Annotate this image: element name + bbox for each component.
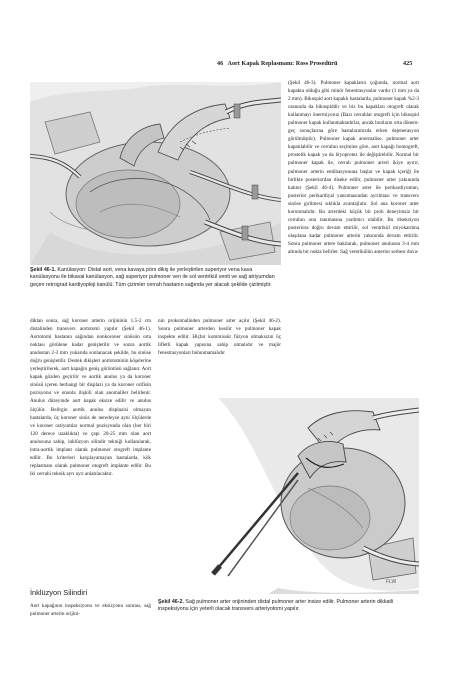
page-number: 425 — [403, 60, 413, 67]
left-column-text: diktan sonra, sağ koroner arterin orijininin 1.5-2 cm distalinden transvers aortotomi yapılır (Şekil 46-1). Aortotomi hastanın sağından nonkoroner sinüsün orta noktası görülene kadar genişletilir ve sonra aortik anulustan 2-3 mm yukarıda sonlanacak şekilde, bu sinüse doğru genişletilir. Destek dikişleri aortotominin köşelerine yerleştirilerek, aort kapağın geniş görüntüsü sağlanır. Aort kapak gözden geçirilir ve aortik anulus ya da koroner sinüsü içeren herhangi bir displazi ya da koroner orifisin pozisyonu ve onunla ilişkili olan anomaliler belirlenir. Anulus düzeyinde aort kapak eksize edilir ve anulus ölçülür. Belirgin aortik anulus displazisi olmayan hastalarda, üç koroner sinüs de neredeyse aynı ölçülerde ve koroner ostiyumlar normal pozisyonda olan (her biri 120 derece uzaklıkta) ve çapı 20-25 mm olan aort anulusuna sahip, inklüzyon silindir tekniği kullanılarak, intra-aortik implant olarak pulmoner otogreft implante edilir. Bu kriterleri karşılayamayan hastalarda, kök replasmanı olarak pulmoner otogreft implante edilir. Bu iki cerrahi teknik ayrı ayrı anlatılacaktır. — [30, 318, 151, 477]
left-column-bottom — [30, 602, 151, 618]
middle-column — [158, 317, 281, 357]
figure-2-caption-text: Sağ pulmoner arter orijininden distal pulmoner arter insize edilir. Pulmoner arterin dikkatli inspeksiyonu için yeterli olacak transvers arteriyotomi yapılır. — [158, 599, 394, 613]
left-column — [30, 317, 151, 478]
chapter-number: 46 — [217, 60, 224, 67]
right-column-text: (Şekil 46-3). Pulmoner kapakların çoğunda, normal aort kapakta olduğu gibi minör fenestrasyonlar vardır (1 mm ya da 2 mm). Bikuspid aort kapaklı hastalarda, pulmoner kapak %2-3 oranında da bikuspiddir ve biz bu kapakları otogreft olarak kullanmayı önermiyoruz (Bazı cerrahlar otogreft için bikuspid pulmoner kapak kullanmaktadırlar, ancak bunların orta dönem-geç sonuçlarına göre hastalarımızda erken dejenerasyon görülmüştür). Pulmoner kapak anormalise, pulmoner arter kapatılabilir ve cerrahın seçimine göre, aort kapağı homogreft, prostetik kapak ya da biyoprotez ile değiştirebilir. Normal bir pulmoner kapak ile, cerrah pulmoner arteri ikiye ayırır, pulmoner arterin entübasyonuna başlar ve kapak içeriği ile birlikte posteriordan diseke edilir, pulmoner arter yakınında kalınır (Şekil 46-4). Pulmoner arter ile perikardiyumun, posterior perikardiyal yansımasından ayrılması ve transvers sinüse girilmesi sıklıkla avantajlıdır. Sol ana koroner arter korunmalıdır. Bu arterdeki küçük bir prob deneyimsiz bir cerrahın onu tanımasına yardımcı olabilir. Bu diseksiyon posteriora doğru devam ettirilir, sol ventrikül miyokardına ulaşılana kadar pulmoner arterin yakınında devam ettirilir. Sonra pulmoner artere bakılarak, pulmoner anulusun 3-4 mm altında bir nokta belirler. Sağ ventrikülün anterior serbest duva- — [288, 80, 419, 255]
figure-1-label: Şekil 46-1. — [30, 267, 56, 273]
figure-2-illustration — [158, 398, 419, 594]
right-column — [288, 79, 419, 256]
figure-1-illustration — [30, 82, 281, 265]
figure-2-label: Şekil 46-2. — [158, 599, 184, 605]
chapter-title: Aort Kapak Replasmanı: Ross Prosedürü — [227, 60, 338, 67]
figure-2-signature: FLW — [386, 579, 397, 585]
left-column-text-2: Aort kapağının inspeksiyonu ve eksizyonu sonrası, sağ pulmoner arterin orijini- — [30, 603, 151, 618]
running-header — [217, 60, 337, 67]
figure-1-caption — [30, 267, 281, 289]
middle-column-text: nin proksimalinden pulmoner arter açılır (Şekil 46-2). Sonra pulmoner arterden kesilir ve pulmoner kapak inspekte edilir. Hiçbir kommissür füzyon olmaksızın üç lifletli kapak yapısına sahip olmalıdır ve majör fenestrasyonları bulunmamalıdır — [158, 318, 281, 357]
figure-2-caption — [158, 599, 419, 614]
figure-1-caption-text: Kanülasyon: Distal aort, vena kavaya pörs dikiş ile yerleştirilen superiyor vena kava kanülasyonu ile bikaval kanülasyon, sağ superiyor pulmoner ven ile sol ventrikül venti ve sağ atriyumdan geçen retrograd kardiyopleji kanülü. Tüm çizimler cerrah hastanın sağında yer alacak şekilde çizilmiştir. — [30, 267, 275, 288]
section-heading: İnklüzyon Silindiri — [30, 588, 88, 597]
